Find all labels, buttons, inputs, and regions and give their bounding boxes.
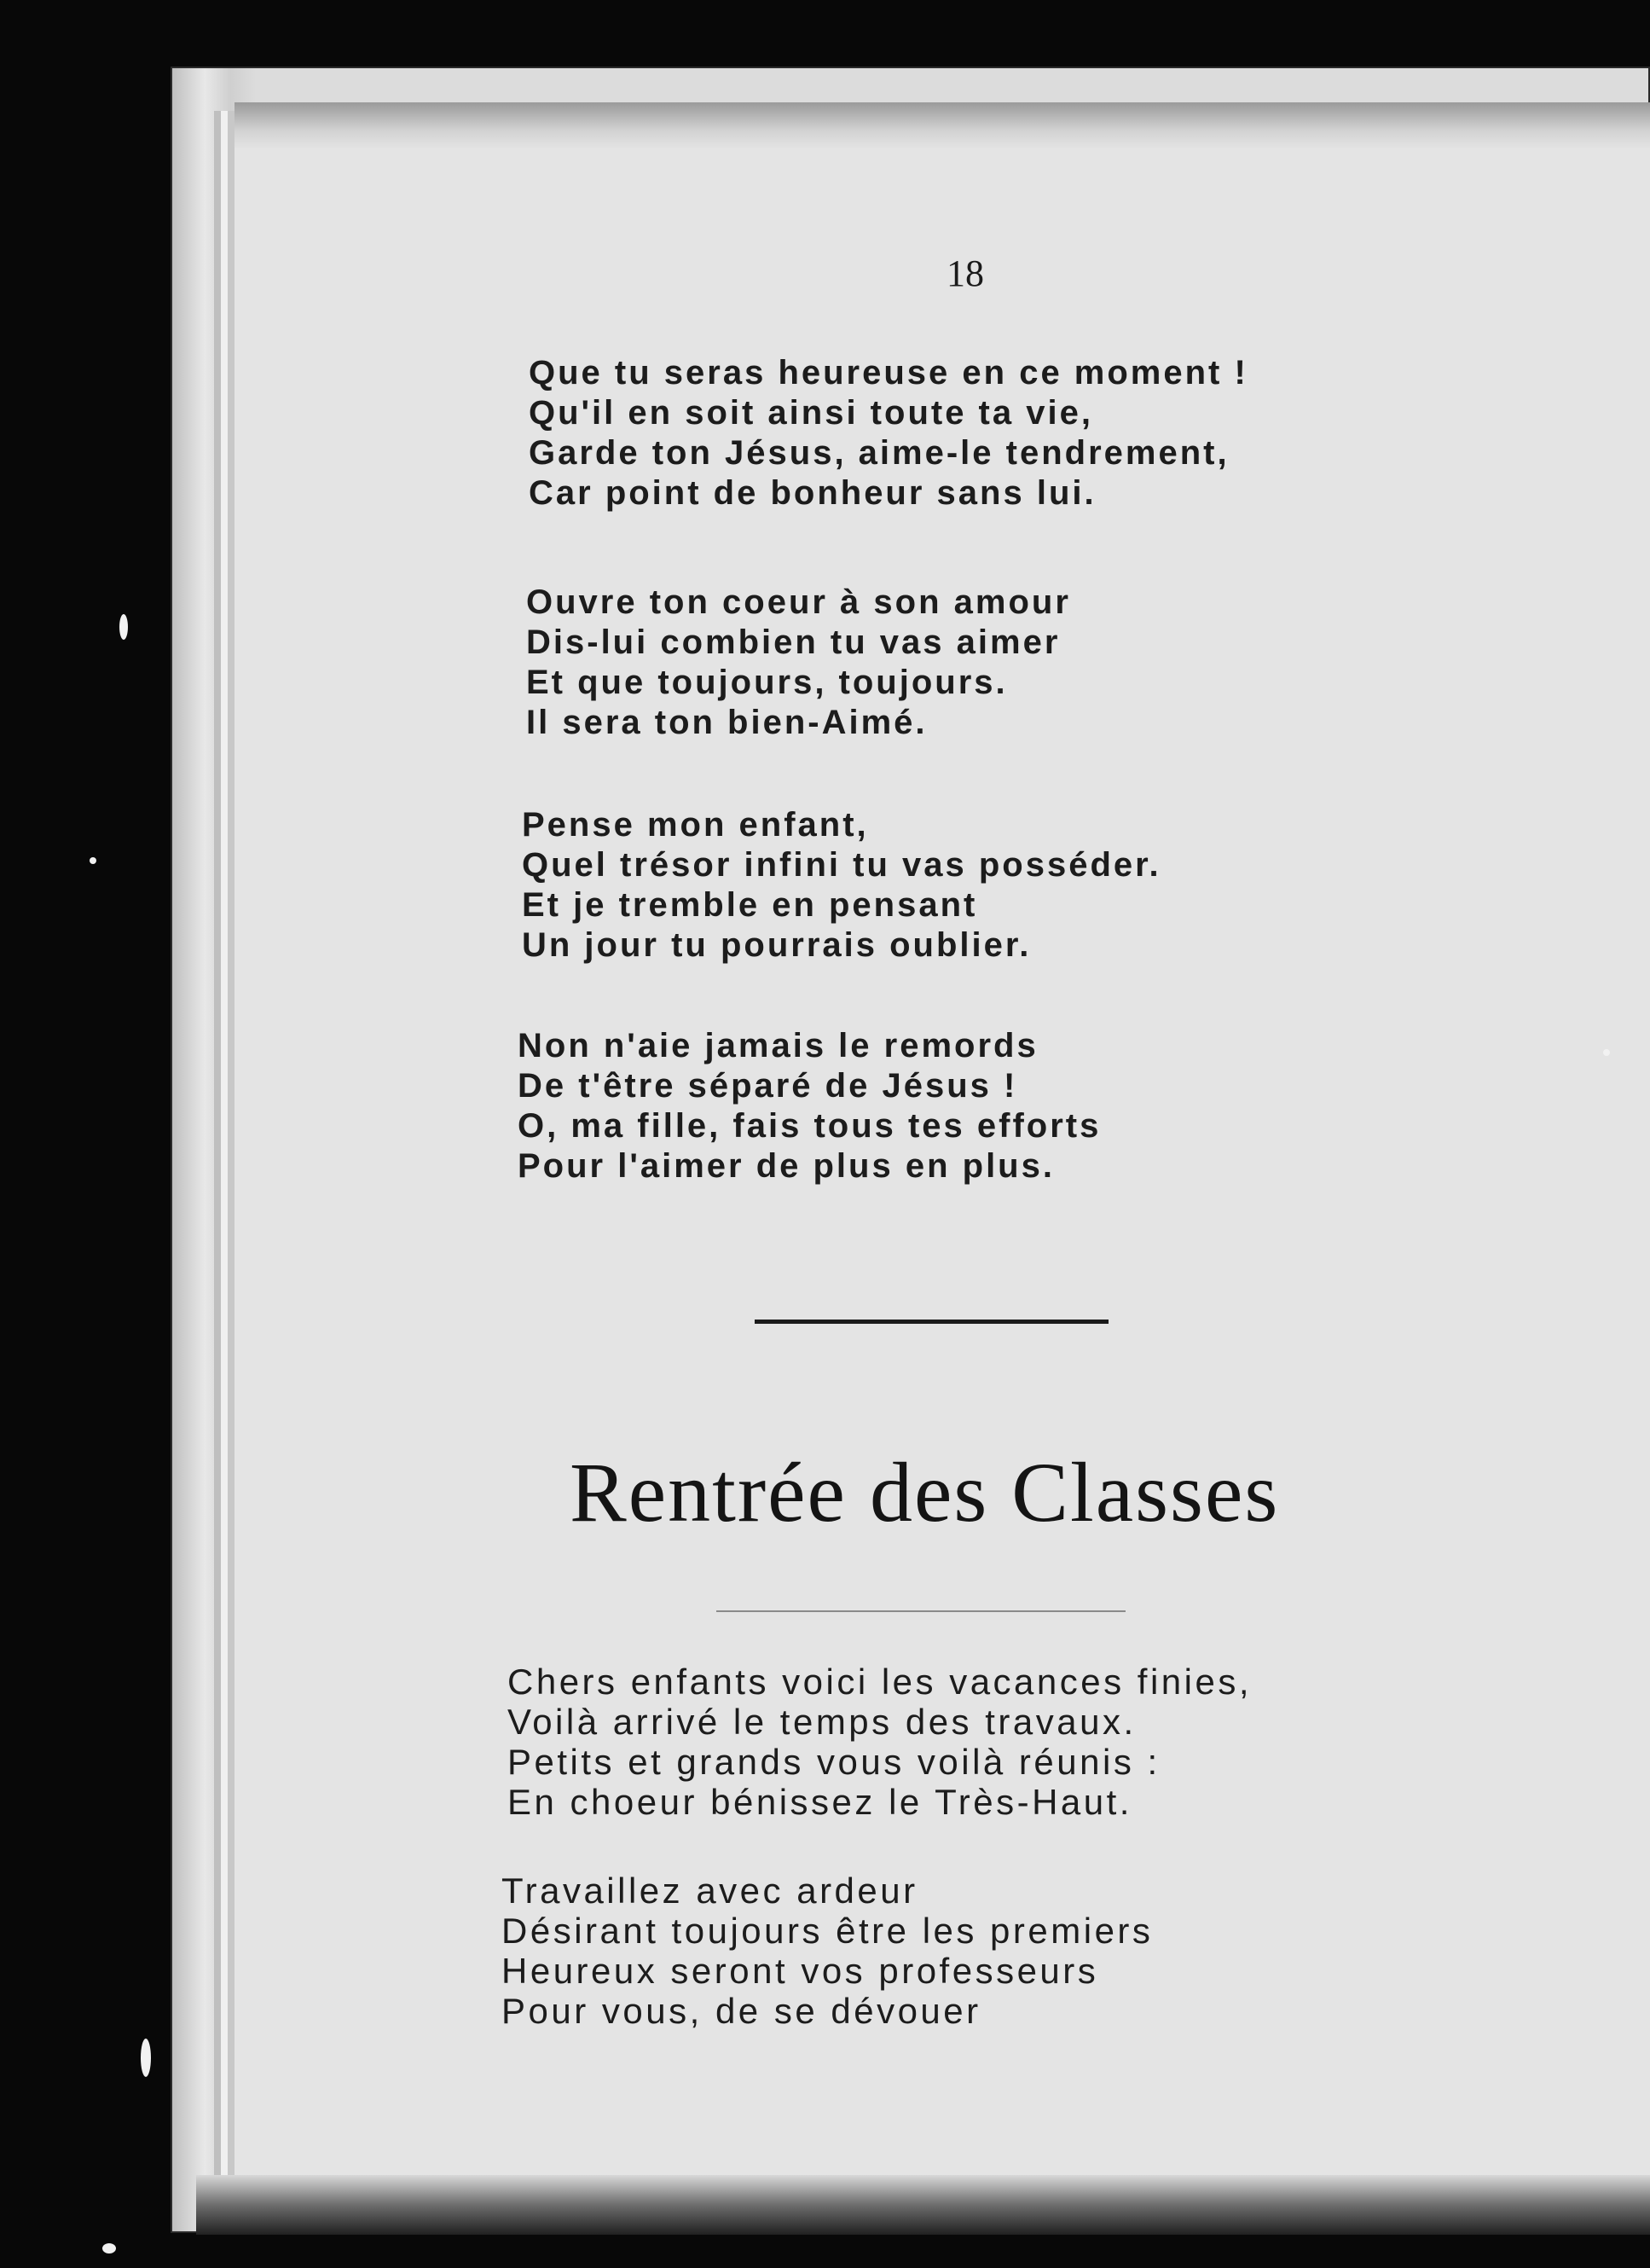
scan-speck	[90, 857, 96, 864]
poem-line: Garde ton Jésus, aime-le tendrement,	[529, 434, 1230, 472]
poem-line: Il sera ton bien-Aimé.	[526, 704, 928, 741]
title-underline	[716, 1610, 1126, 1612]
page-bottom-shadow	[196, 2175, 1650, 2235]
poem-line: Pour vous, de se dévouer	[501, 1991, 981, 2031]
poem-line: En choeur bénissez le Très-Haut.	[507, 1782, 1132, 1822]
poem-line: Heureux seront vos professeurs	[501, 1951, 1099, 1991]
poem-line: De t'être séparé de Jésus !	[518, 1067, 1018, 1105]
poem-line: Et je tremble en pensant	[522, 886, 978, 924]
page-number: 18	[947, 252, 984, 294]
poem-stanza	[518, 1026, 1101, 1186]
scan-speck	[119, 614, 128, 640]
poem-line: Car point de bonheur sans lui.	[529, 474, 1097, 512]
poem-line: Chers enfants voici les vacances finies,	[507, 1662, 1253, 1702]
poem-line: Voilà arrivé le temps des travaux.	[507, 1702, 1137, 1742]
poem-stanza	[522, 805, 1161, 966]
poem-line: O, ma fille, fais tous tes efforts	[518, 1107, 1102, 1145]
poem-stanza	[501, 1871, 1153, 2031]
poem-line: Désirant toujours être les premiers	[501, 1911, 1154, 1951]
poem-line: Pour l'aimer de plus en plus.	[518, 1147, 1055, 1185]
scan-speck	[141, 2039, 151, 2077]
poem-line: Qu'il en soit ainsi toute ta vie,	[529, 394, 1093, 432]
page-top-shadow	[234, 102, 1650, 149]
poem-line: Non n'aie jamais le remords	[518, 1027, 1039, 1064]
poem-line: Quel trésor infini tu vas posséder.	[522, 846, 1161, 884]
poem-line: Que tu seras heureuse en ce moment !	[529, 354, 1248, 392]
section-separator	[755, 1320, 1109, 1324]
poem-line: Petits et grands vous voilà réunis :	[507, 1742, 1161, 1782]
poem-line: Un jour tu pourrais oublier.	[522, 926, 1032, 964]
scan-speck	[1603, 1049, 1610, 1056]
poem-line: Et que toujours, toujours.	[526, 664, 1008, 701]
poem-stanza	[507, 1662, 1252, 1822]
poem-stanza	[529, 353, 1248, 513]
poem-line: Dis-lui combien tu vas aimer	[526, 624, 1061, 661]
poem-line: Ouvre ton coeur à son amour	[526, 583, 1071, 621]
poem-title: Rentrée des Classes	[570, 1445, 1280, 1540]
scan-speck	[102, 2243, 116, 2253]
poem-line: Travaillez avec ardeur	[501, 1871, 918, 1911]
poem-line: Pense mon enfant,	[522, 806, 869, 844]
poem-stanza	[526, 583, 1071, 743]
